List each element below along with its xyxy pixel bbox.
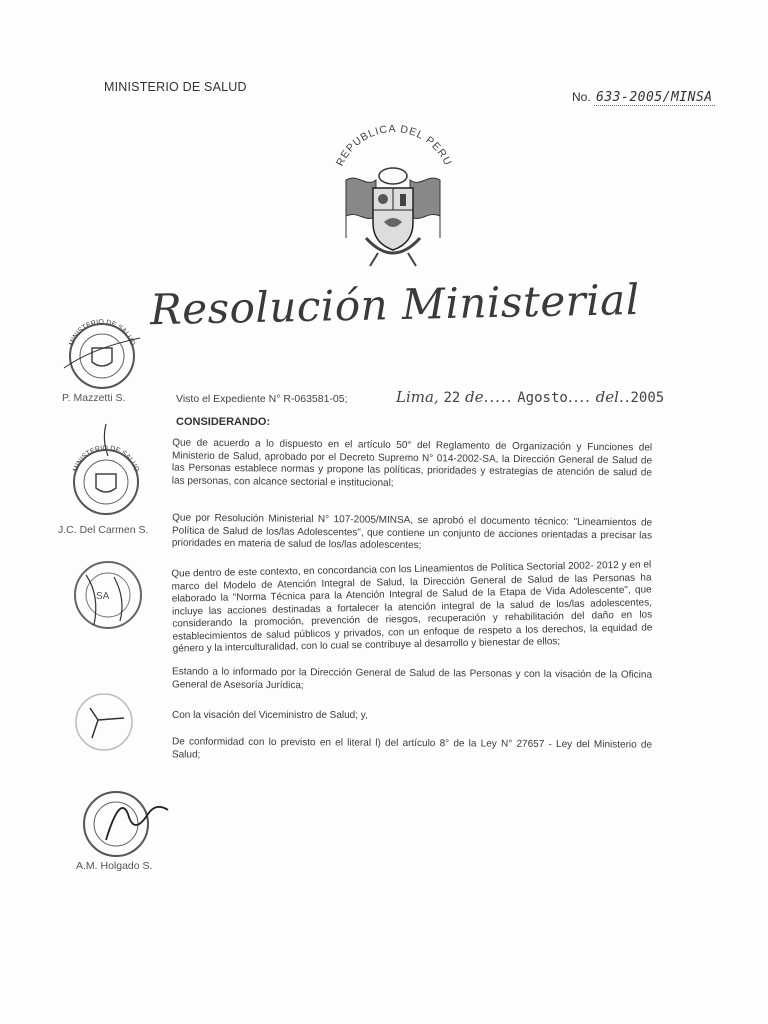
ministry-heading: MINISTERIO DE SALUD [104,80,247,94]
date-de: de [465,388,484,406]
official-seal-icon [66,555,154,637]
official-seal-icon [66,420,146,520]
number-value: 633-2005/MINSA [596,90,713,105]
document-title: Resolución Ministerial [149,274,641,335]
svg-text:SA: SA [96,591,110,602]
signatory-name: J.C. Del Carmen S. [58,524,149,536]
visto-line: Visto el Expediente N° R-063581-05; [176,393,348,405]
considerando-heading: CONSIDERANDO: [176,416,271,428]
signature-mark-icon [68,688,148,758]
paragraph: Estando a lo informado por la Dirección General de Salud de las Personas y con la visación de la Oficina General de Asesoría Jurídica; [171,666,653,691]
official-seal-icon [76,784,172,860]
date-del: del [595,388,619,406]
number-label: No. [572,90,591,104]
date-month: Agosto [517,390,568,406]
crest-text: REPUBLICA DEL PERU [333,122,455,169]
resolution-number [572,90,715,105]
official-seal-icon [62,318,144,390]
peru-coat-of-arms-icon [318,118,468,278]
paragraph: Con la visación del Viceministro de Salud; y, [172,710,368,721]
date-day: 22 [443,390,461,406]
svg-text:MINISTERIO DE SALUD: MINISTERIO DE SALUD [68,318,136,347]
paragraph: Que dentro de este contexto, en concordancia con los Lineamientos de Política Sectorial 2002- 2012 y en el marco del Modelo de Atención Integral de Salud, la Dirección General de Salud de las Personas ha elaborado la "Norma Técnica para la Atención Integral de Salud de la Etapa de Vida Adolescente", que incluye las acciones destinadas a fortalecer la atención integral de la salud de los/las adolescentes, considerando la promoción, prevención de riesgos, recuperación y rehabilitación del daño en los establecimientos de salud públicos y privados, con un enfoque de respeto a los derechos, la equidad de género y la interculturalidad, con lo cual se contribuye al desarrollo y bienestar de ellos; [171,559,653,655]
date-year: 2005 [630,390,665,406]
date-city: Lima, [396,388,439,406]
signatory-name: P. Mazzetti S. [62,392,126,404]
paragraph: Que de acuerdo a lo dispuesto en el artículo 50° del Reglamento de Organización y Funciones del Ministerio de Salud, aprobado por el Decreto Supremo N° 014-2002-SA, la Dirección General de Salud de las Personas establece normas y propone las políticas, prioridades y estrategias de atención de salud de las personas, con alcance sectorial e institucional; [171,437,653,489]
paragraph: Que por Resolución Ministerial N° 107-2005/MINSA, se aprobó el documento técnico: "Lineamientos de Política de Salud de los/las Adolescentes", que contiene un conjunto de acciones orientadas a precisar las prioridades en materia de salud de los/las adolescentes; [171,512,653,552]
paragraph: De conformidad con lo previsto en el literal l) del artículo 8° de la Ley N° 27657 - Ley del Ministerio de Salud; [171,736,653,761]
date-line: Lima, 22 de..... Agosto.... del..2005 [396,388,665,406]
svg-text:REPUBLICA DEL PERU [334,123,454,168]
signatory-name: A.M. Holgado S. [76,860,153,872]
svg-text:MINISTERIO DE SALUD: MINISTERIO DE SALUD [72,444,140,473]
